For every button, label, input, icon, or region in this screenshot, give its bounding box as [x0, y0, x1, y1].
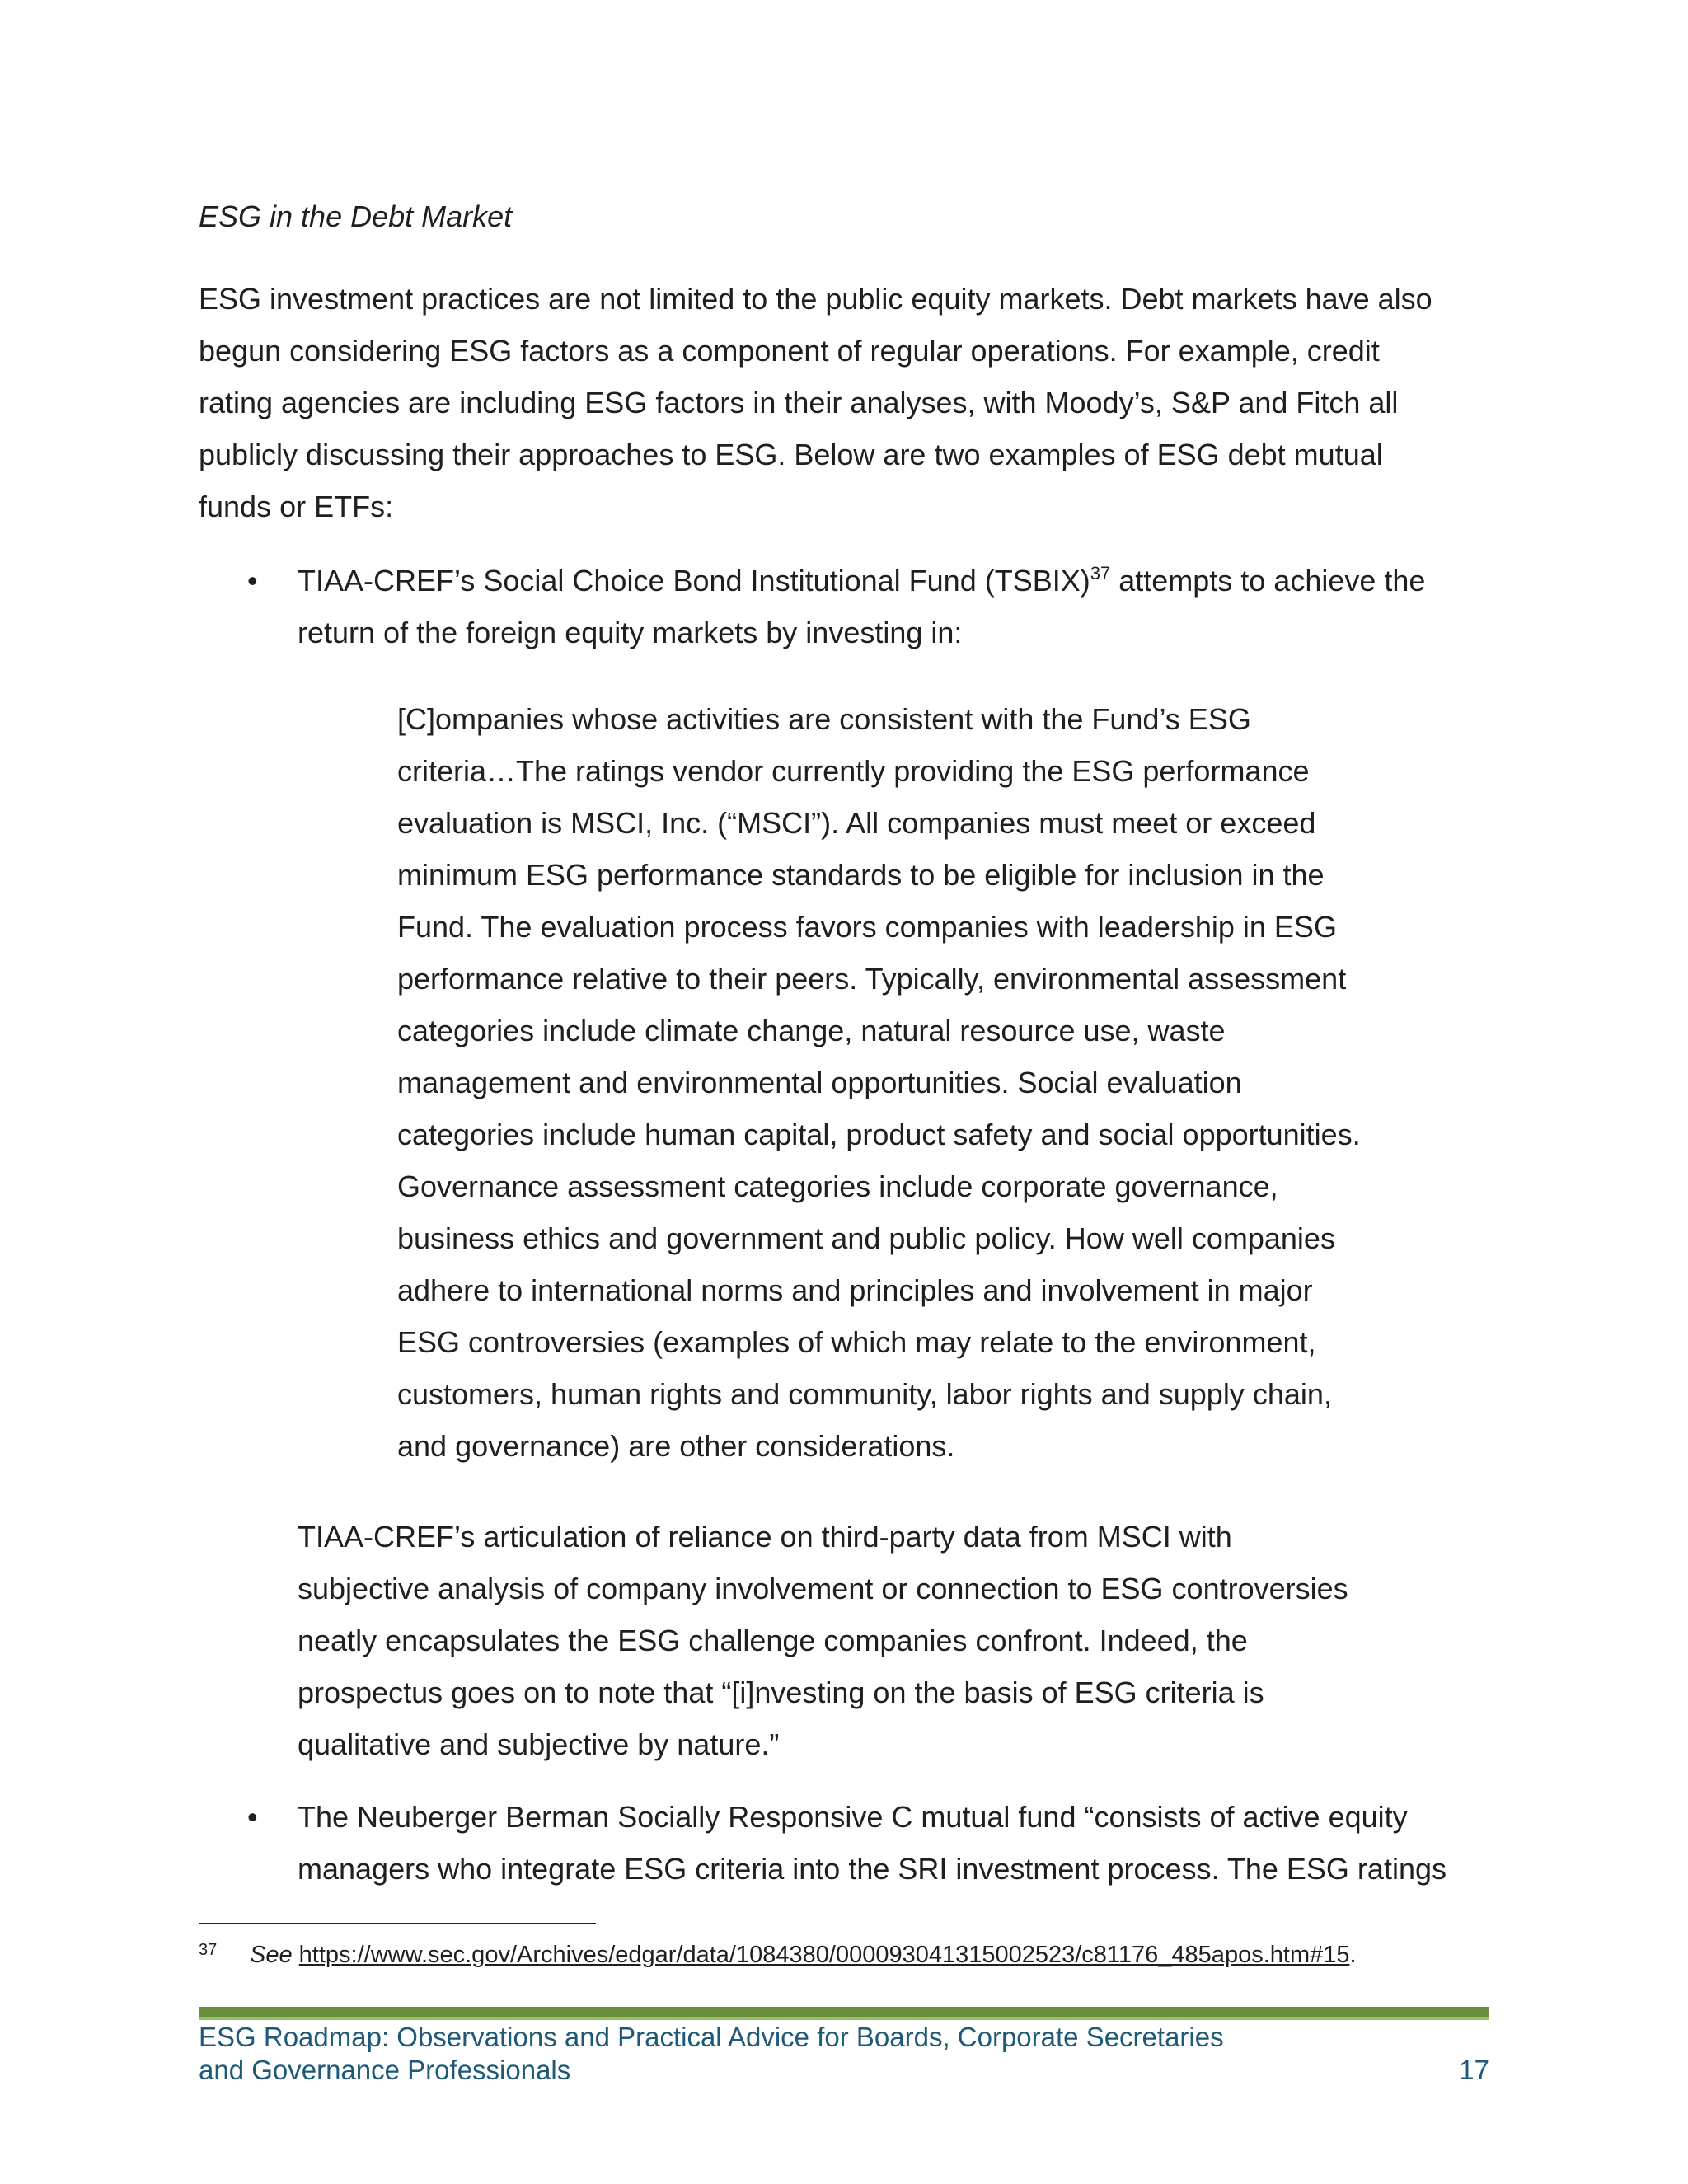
intro-line: funds or ETFs: [199, 490, 394, 523]
footnote-divider [199, 1923, 596, 1924]
follow-line: qualitative and subjective by nature.” [298, 1727, 780, 1761]
footer-title [199, 2021, 1353, 2087]
footnote-link[interactable]: https://www.sec.gov/Archives/edgar/data/1084380/000093041315002523/c81176_485apos.htm#15 [298, 1942, 1350, 1968]
footer-rule [199, 2007, 1489, 2017]
follow-line: subjective analysis of company involvement or connection to ESG controversies [298, 1572, 1348, 1605]
bullet2-line1: The Neuberger Berman Socially Responsive C mutual fund “consists of active equity [298, 1800, 1408, 1834]
footnote-period: . [1349, 1942, 1357, 1968]
follow-line: prospectus goes on to note that “[i]nvesting on the basis of ESG criteria is [298, 1675, 1264, 1709]
follow-line: neatly encapsulates the ESG challenge companies confront. Indeed, the [298, 1624, 1248, 1657]
section-heading: ESG in the Debt Market [199, 199, 513, 233]
intro-line: begun considering ESG factors as a component of regular operations. For example, credit [199, 334, 1380, 368]
intro-line: rating agencies are including ESG factors in their analyses, with Moody’s, S&P and Fitch all [199, 386, 1399, 419]
bullet2-line2: managers who integrate ESG criteria into the SRI investment process. The ESG ratings [298, 1852, 1447, 1886]
quote-line: criteria…The ratings vendor currently providing the ESG performance [397, 754, 1310, 788]
quote-line: management and environmental opportunities. Social evaluation [397, 1066, 1242, 1099]
page-number: 17 [1459, 2055, 1489, 2085]
quote-line: Fund. The evaluation process favors companies with leadership in ESG [397, 910, 1337, 944]
quote-line: adhere to international norms and principles and involvement in major [397, 1273, 1313, 1307]
quote-line: business ethics and government and public policy. How well companies [397, 1221, 1335, 1255]
bullet1-text-after: attempts to achieve the [1110, 564, 1426, 598]
bullet-marker: • [247, 1800, 258, 1834]
quote-line: categories include human capital, product safety and social opportunities. [397, 1118, 1361, 1151]
footnote-text [250, 1938, 1357, 1971]
intro-line: publicly discussing their approaches to ESG. Below are two examples of ESG debt mutual [199, 438, 1383, 471]
bullet1-text-before: TIAA-CREF’s Social Choice Bond Institutional Fund (TSBIX) [298, 564, 1090, 598]
quote-line: customers, human rights and community, labor rights and supply chain, [397, 1377, 1332, 1411]
quote-line: Governance assessment categories include corporate governance, [397, 1169, 1278, 1203]
footnote-reference: 37 [1090, 563, 1111, 583]
quote-line: performance relative to their peers. Typically, environmental assessment [397, 962, 1347, 996]
footer-rule-light [199, 2017, 1489, 2020]
intro-line: ESG investment practices are not limited to the public equity markets. Debt markets have also [199, 282, 1432, 316]
footnote-see: See [250, 1942, 293, 1968]
quote-line: [C]ompanies whose activities are consistent with the Fund’s ESG [397, 702, 1251, 736]
quote-line: evaluation is MSCI, Inc. (“MSCI”). All companies must meet or exceed [397, 806, 1316, 840]
footnote-number: 37 [199, 1941, 218, 1959]
bullet-marker: • [247, 564, 258, 598]
footer-title-line1: ESG Roadmap: Observations and Practical Advice for Boards, Corporate Secretaries [199, 2022, 1224, 2052]
bullet1-line1 [298, 559, 1425, 603]
footer-title-line2: and Governance Professionals [199, 2055, 571, 2085]
quote-line: minimum ESG performance standards to be eligible for inclusion in the [397, 858, 1325, 892]
quote-line: ESG controversies (examples of which may relate to the environment, [397, 1325, 1316, 1359]
quote-line: and governance) are other considerations. [397, 1429, 955, 1463]
quote-line: categories include climate change, natural resource use, waste [397, 1014, 1226, 1047]
bullet1-line2: return of the foreign equity markets by investing in: [298, 616, 963, 649]
follow-line: TIAA-CREF’s articulation of reliance on third-party data from MSCI with [298, 1520, 1232, 1554]
